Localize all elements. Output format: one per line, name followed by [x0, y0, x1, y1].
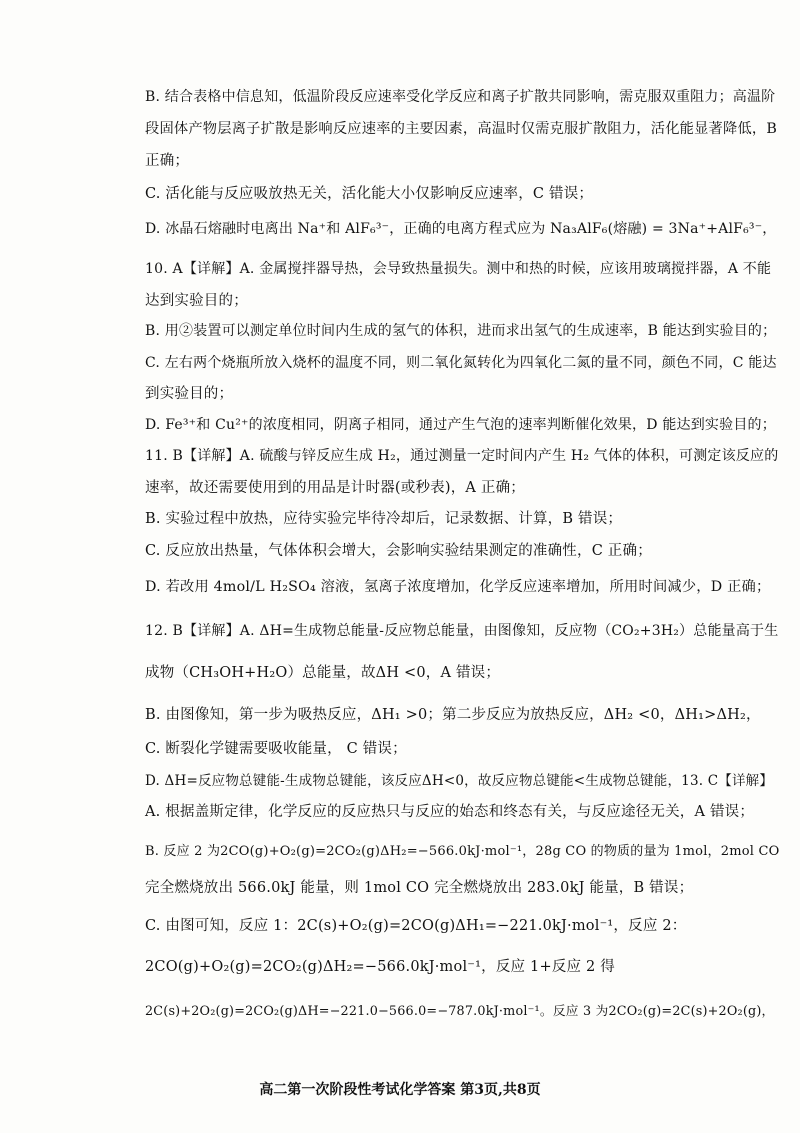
text-line-12: 11. B【详解】A. 硫酸与锌反应生成 H₂，通过测量一定时间内产生 H₂ 气体的体积，可测定该反应的 [145, 448, 779, 464]
text-line-21: D. ΔH=反应物总键能-生成物总键能，该反应ΔH<0，故反应物总键能<生成物总键能，13. C【详解】 [145, 773, 774, 789]
text-line-6: 10. A【详解】A. 金属搅拌器导热，会导致热量损失。测中和热的时候，应该用玻璃搅拌器，A 不能 [145, 261, 772, 277]
text-line-14: B. 实验过程中放热，应待实验完毕待冷却后，记录数据、计算，B 错误； [145, 511, 623, 527]
text-line-11: D. Fe³⁺和 Cu²⁺的浓度相同，阴离子相同，通过产生气泡的速率判断催化效果，D 能达到实验目的； [145, 417, 776, 433]
text-line-17: 12. B【详解】A. ΔH=生成物总能量-反应物总能量，由图像知，反应物（CO₂+3H₂）总能量高于生 [145, 623, 779, 639]
text-line-10: 到实验目的； [145, 386, 234, 402]
text-line-26: 2CO(g)+O₂(g)=2CO₂(g)ΔH₂=−566.0kJ·mol⁻¹，反应 1+反应 2 得 [145, 959, 615, 975]
text-line-23: B. 反应 2 为2CO(g)+O₂(g)=2CO₂(g)ΔH₂=−566.0kJ·mol⁻¹，28g CO 的物质的量为 1mol，2mol CO [145, 844, 780, 859]
text-line-24: 完全燃烧放出 566.0kJ 能量，则 1mol CO 完全燃烧放出 283.0kJ 能量，B 错误； [145, 880, 694, 896]
text-line-18: 成物（CH₃OH+H₂O）总能量，故ΔH <0，A 错误； [145, 665, 501, 681]
page-footer: 高二第一次阶段性考试化学答案 第3页,共8页 [259, 1082, 541, 1098]
text-line-1: B. 结合表格中信息知，低温阶段反应速率受化学反应和离子扩散共同影响，需克服双重阻力；高温阶 [145, 89, 776, 105]
text-line-20: C. 断裂化学键需要吸收能量， C 错误； [145, 741, 407, 757]
text-line-25: C. 由图可知，反应 1：2C(s)+O₂(g)=2CO(g)ΔH₁=−221.0kJ·mol⁻¹，反应 2： [145, 918, 687, 934]
text-line-3: 正确； [145, 153, 190, 169]
text-line-16: D. 若改用 4mol/L H₂SO₄ 溶液，氢离子浓度增加，化学反应速率增加，所用时间减少，D 正确； [145, 579, 771, 595]
text-line-5: D. 冰晶石熔融时电离出 Na⁺和 AlF₆³⁻，正确的电离方程式应为 Na₃AlF₆(熔融) = 3Na⁺+AlF₆³⁻， [145, 221, 777, 237]
text-line-9: C. 左右两个烧瓶所放入烧杯的温度不同，则二氧化氮转化为四氧化二氮的量不同，颜色不同，C 能达 [145, 355, 777, 371]
text-line-2: 段固体产物层离子扩散是影响反应速率的主要因素，高温时仅需克服扩散阻力，活化能显著降低，B [145, 121, 778, 137]
text-line-8: B. 用②装置可以测定单位时间内生成的氢气的体积，进而求出氢气的生成速率，B 能达到实验目的； [145, 323, 777, 339]
text-line-4: C. 活化能与反应吸放热无关，活化能大小仅影响反应速率，C 错误； [145, 186, 594, 202]
text-line-15: C. 反应放出热量，气体体积会增大，会影响实验结果测定的准确性，C 正确； [145, 543, 652, 559]
text-line-13: 速率，故还需要使用到的用品是计时器(或秒表)，A 正确； [145, 480, 525, 496]
text-line-19: B. 由图像知，第一步为吸热反应，ΔH₁ >0；第二步反应为放热反应，ΔH₂ <0，ΔH₁>ΔH₂， [145, 707, 761, 723]
text-line-7: 达到实验目的； [145, 293, 248, 309]
text-line-22: A. 根据盖斯定律，化学反应的反应热只与反应的始态和终态有关，与反应途径无关，A 错误； [145, 804, 755, 820]
text-line-27: 2C(s)+2O₂(g)=2CO₂(g)ΔH=−221.0−566.0=−787.0kJ·mol⁻¹。反应 3 为2CO₂(g)=2C(s)+2O₂(g)， [145, 1004, 775, 1019]
